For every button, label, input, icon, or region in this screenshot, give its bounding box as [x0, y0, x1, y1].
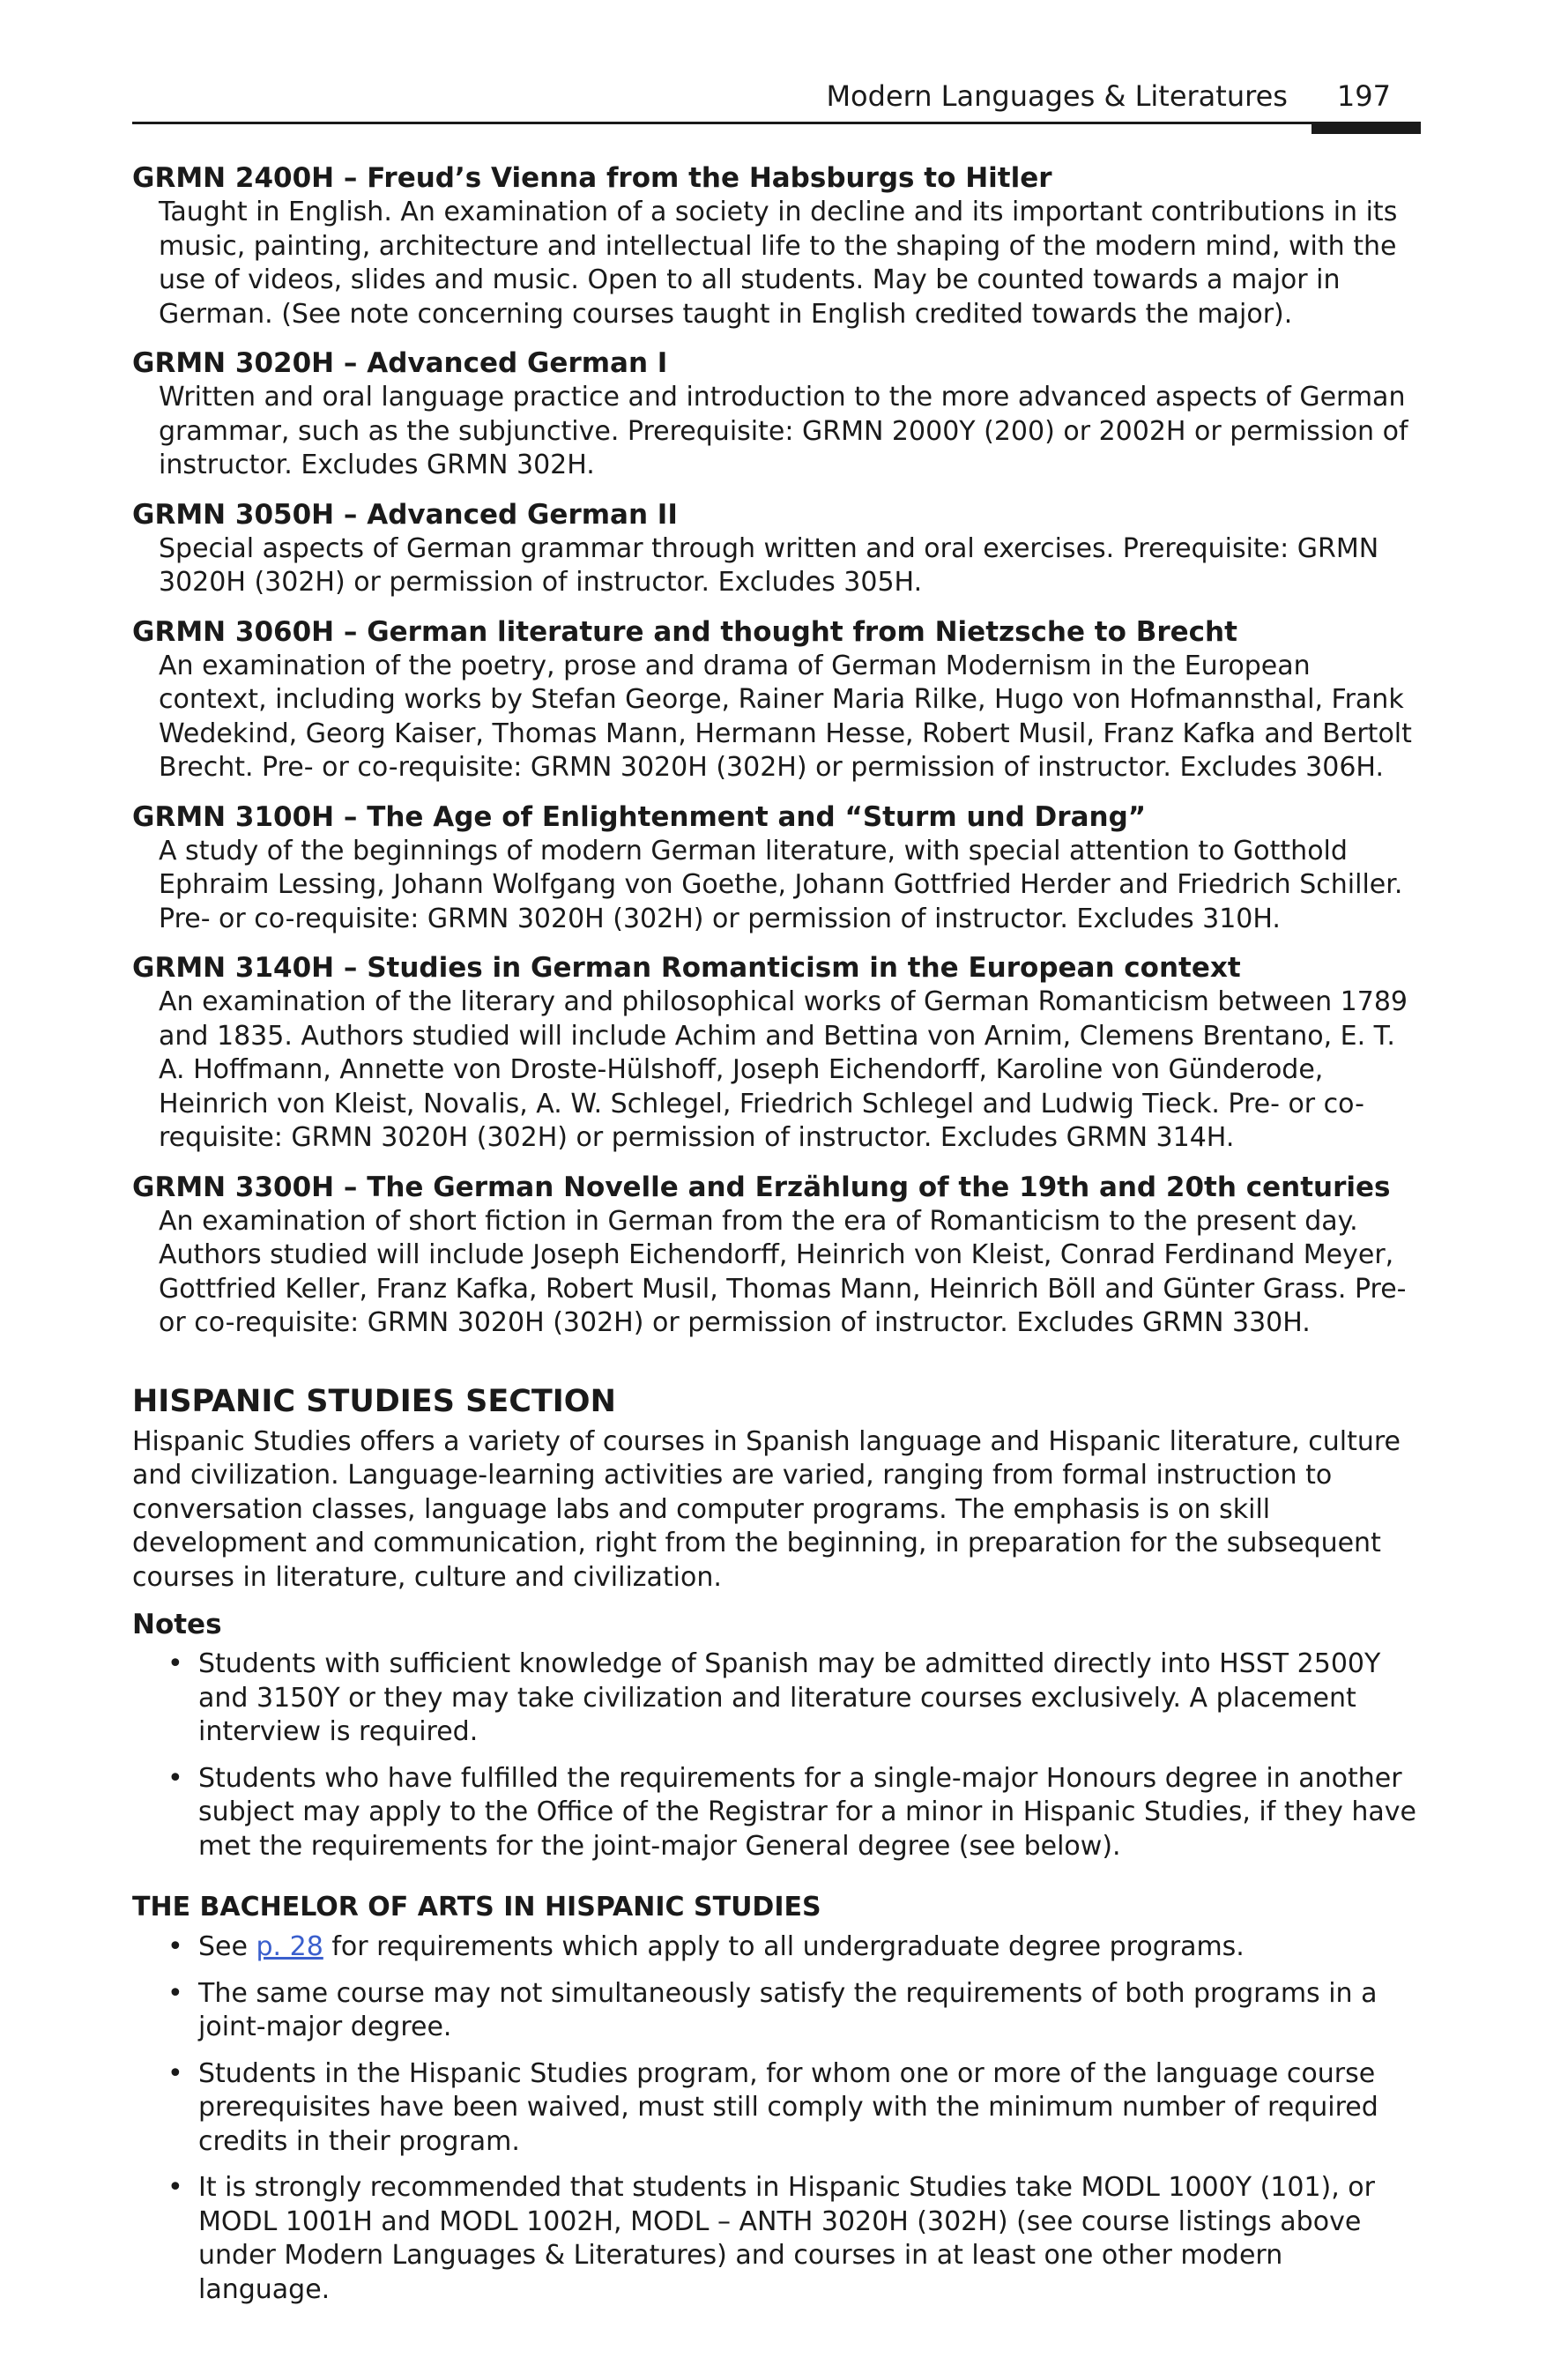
section-heading: HISPANIC STUDIES SECTION [132, 1383, 616, 1419]
course-entry [132, 800, 1421, 937]
course-description: A study of the beginnings of modern German literature, with special attention to Gotthold Ephraim Lessing, Johann Wolfgang von Goethe, Johann Gottfried Herder and Friedrich Schiller. Pre- or co-requisite: GRMN 3020H (302H) or permission of instructor. Excludes 310H. [159, 835, 1403, 934]
course-description: An examination of short fiction in German from the era of Romanticism to the present day. Authors studied will include Joseph Eichendorff, Heinrich von Kleist, Conrad Ferdinand Meyer, Gottfried Keller, Franz Kafka, Robert Musil, Thomas Mann, Heinrich Böll and Günter Grass. Pre- or co-requisite: GRMN 3020H (302H) or permission of instructor. Excludes GRMN 330H. [159, 1205, 1407, 1338]
list-item [132, 1930, 1421, 1965]
list-item [132, 1977, 1421, 2045]
section-intro: Hispanic Studies offers a variety of courses in Spanish language and Hispanic literature, culture and civilization. Language-learning activities are varied, ranging from formal instruction to conversation classes, language labs and computer programs. The emphasis is on skill development and communication, right from the beginning, in preparation for the subsequent courses in literature, culture and civilization. [132, 1425, 1401, 1593]
notes-list [132, 1647, 1421, 1863]
list-item-text: The same course may not simultaneously satisfy the requirements of both programs in a joint-major degree. [198, 1977, 1378, 2042]
course-title: GRMN 3140H – Studies in German Romanticism in the European context [132, 952, 1241, 984]
document-page [132, 0, 1421, 2319]
notes-heading: Notes [132, 1609, 222, 1640]
header-thick-bar [1312, 122, 1421, 134]
list-item-text: Students who have fulfilled the requirements for a single-major Honours degree in another subject may apply to the Office of the Registrar for a minor in Hispanic Studies, if they have met the requirements for the joint-major General degree (see below). [198, 1762, 1416, 1862]
list-item-text-before: See [198, 1931, 256, 1962]
list-item [132, 2057, 1421, 2160]
list-item-text: It is strongly recommended that students in Hispanic Studies take MODL 1000Y (101), or MODL 1001H and MODL 1002H, MODL – ANTH 3020H (302H) (see course listings above under Modern Languages & Literatures) and courses in at least one other modern language. [198, 2172, 1375, 2305]
course-entry [132, 614, 1421, 785]
course-description: An examination of the poetry, prose and drama of German Modernism in the European context, including works by Stefan George, Rainer Maria Rilke, Hugo von Hofmannsthal, Frank Wedekind, Georg Kaiser, Thomas Mann, Hermann Hesse, Robert Musil, Franz Kafka and Bertolt Brecht. Pre- or co-requisite: GRMN 3020H (302H) or permission of instructor. Excludes 306H. [159, 650, 1412, 783]
course-entry [132, 346, 1421, 483]
course-description: Special aspects of German grammar through written and oral exercises. Prerequisite: GRMN 3020H (302H) or permission of instructor. Excludes 305H. [159, 532, 1379, 598]
course-title: GRMN 3060H – German literature and thought from Nietzsche to Brecht [132, 615, 1237, 648]
course-entry [132, 497, 1421, 600]
page-content [132, 134, 1421, 2307]
course-description: An examination of the literary and philosophical works of German Romanticism between 1789 and 1835. Authors studied will include Achim and Bettina von Arnim, Clemens Brentano, E. T. A. Hoffmann, Annette von Droste-Hülshoff, Joseph Eichendorff, Karoline von Günderode, Heinrich von Kleist, Novalis, A. W. Schlegel, Friedrich Schlegel and Ludwig Tieck. Pre- or co-requisite: GRMN 3020H (302H) or permission of instructor. Excludes GRMN 314H. [159, 986, 1408, 1153]
header-rule [132, 122, 1421, 124]
page-number: 197 [1336, 79, 1391, 113]
course-title: GRMN 2400H – Freud’s Vienna from the Habsburgs to Hitler [132, 162, 1052, 194]
list-item [132, 2171, 1421, 2307]
running-header [132, 0, 1421, 134]
course-title: GRMN 3020H – Advanced German I [132, 347, 668, 379]
list-item-text: Students with sufficient knowledge of Spanish may be admitted directly into HSST 2500Y and 3150Y or they may take civilization and literature courses exclusively. A placement interview is required. [198, 1648, 1381, 1747]
ba-heading: THE BACHELOR OF ARTS IN HISPANIC STUDIES [132, 1892, 821, 1923]
ba-requirements-list [132, 1930, 1421, 2307]
bullet-icon: • [167, 1977, 183, 2009]
course-entry [132, 1170, 1421, 1341]
list-item-text: Students in the Hispanic Studies program, for whom one or more of the language course prerequisites have been waived, must still comply with the minimum number of required credits in their program. [198, 2057, 1378, 2157]
bullet-icon: • [167, 2057, 183, 2089]
course-title: GRMN 3100H – The Age of Enlightenment and “Sturm und Drang” [132, 800, 1147, 833]
bullet-icon: • [167, 1931, 183, 1962]
course-title: GRMN 3050H – Advanced German II [132, 498, 678, 531]
course-description: Written and oral language practice and introduction to the more advanced aspects of German grammar, such as the subjunctive. Prerequisite: GRMN 2000Y (200) or 2002H or permission of instructor. Excludes GRMN 302H. [159, 382, 1408, 480]
bullet-icon: • [167, 1648, 183, 1679]
course-description: Taught in English. An examination of a society in decline and its important contributions in its music, painting, architecture and intellectual life to the shaping of the modern mind, with the use of videos, slides and music. Open to all students. May be counted towards a major in German. (See note concerning courses taught in English credited towards the major). [159, 197, 1398, 330]
header-text [826, 79, 1391, 113]
course-entry [132, 950, 1421, 1156]
list-item [132, 1762, 1421, 1864]
page-reference-link[interactable]: p. 28 [256, 1931, 323, 1962]
list-item-text-after: for requirements which apply to all undergraduate degree programs. [323, 1931, 1245, 1962]
course-entry [132, 160, 1421, 331]
course-title: GRMN 3300H – The German Novelle and Erzählung of the 19th and 20th centuries [132, 1171, 1391, 1203]
bullet-icon: • [167, 2172, 183, 2203]
bullet-icon: • [167, 1762, 183, 1794]
list-item [132, 1647, 1421, 1750]
header-section-title: Modern Languages & Literatures [826, 79, 1288, 113]
